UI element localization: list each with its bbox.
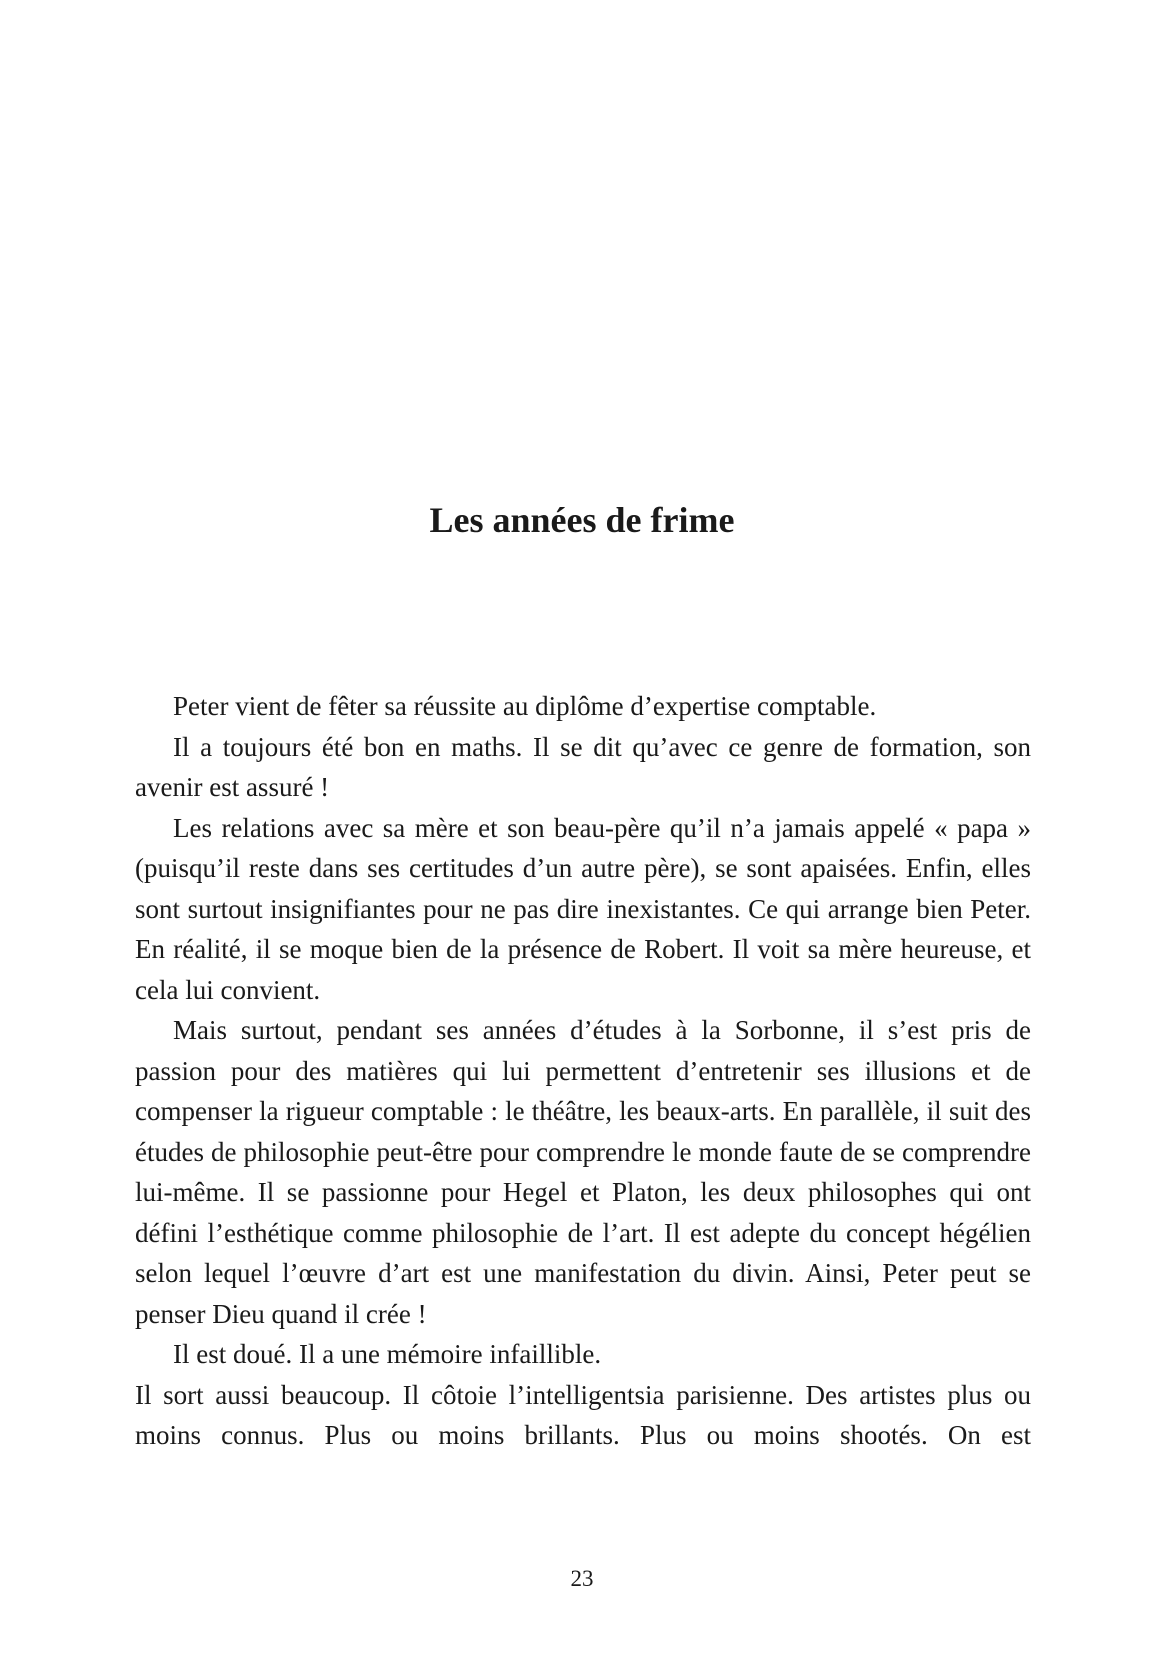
body-text [135,686,1031,1456]
paragraph-sorbonne: Mais surtout, pendant ses années d’études à la Sorbonne, il s’est pris de passion pour des matières qui lui permettent d’entretenir ses illusions et de compenser la rigueur comptable : le théâtre, les beaux-arts. En parallèle, il suit des études de philosophie peut-être pour comprendre le monde faute de se comprendre lui-même. Il se passionne pour Hegel et Platon, les deux philosophes qui ont défini l’esthétique comme philosophie de l’art. Il est adepte du concept hégélien selon lequel l’œuvre d’art est une manifestation du divin. Ainsi, Peter peut se penser Dieu quand il crée ! [135,1015,1031,1329]
chapter-title: Les années de frime [429,500,735,540]
paragraph-outings: Il sort aussi beaucoup. Il côtoie l’intelligentsia parisienne. Des artistes plus ou moins connus. Plus ou moins brillants. Plus ou moins shootés. On est [135,1379,1031,1450]
paragraph-relations: Les relations avec sa mère et son beau-père qu’il n’a jamais appelé « papa » (puisqu’il reste dans ses certitudes d’un autre père), se sont apaisées. Enfin, elles sont surtout insignifiantes pour ne pas dire inexistantes. Ce qui arrange bien Peter. En réalité, il se moque bien de la présence de Robert. Il voit sa mère heureuse, et cela lui convient. [135,812,1031,1005]
paragraph-maths: Il a toujours été bon en maths. Il se dit qu’avec ce genre de formation, son avenir est assuré ! [135,731,1031,802]
paragraph-diploma: Peter vient de fêter sa réussite au diplôme d’expertise comptable. [173,691,877,721]
page-number: 23 [570,1566,594,1591]
paragraph-gifted: Il est doué. Il a une mémoire infaillible. [173,1339,602,1369]
